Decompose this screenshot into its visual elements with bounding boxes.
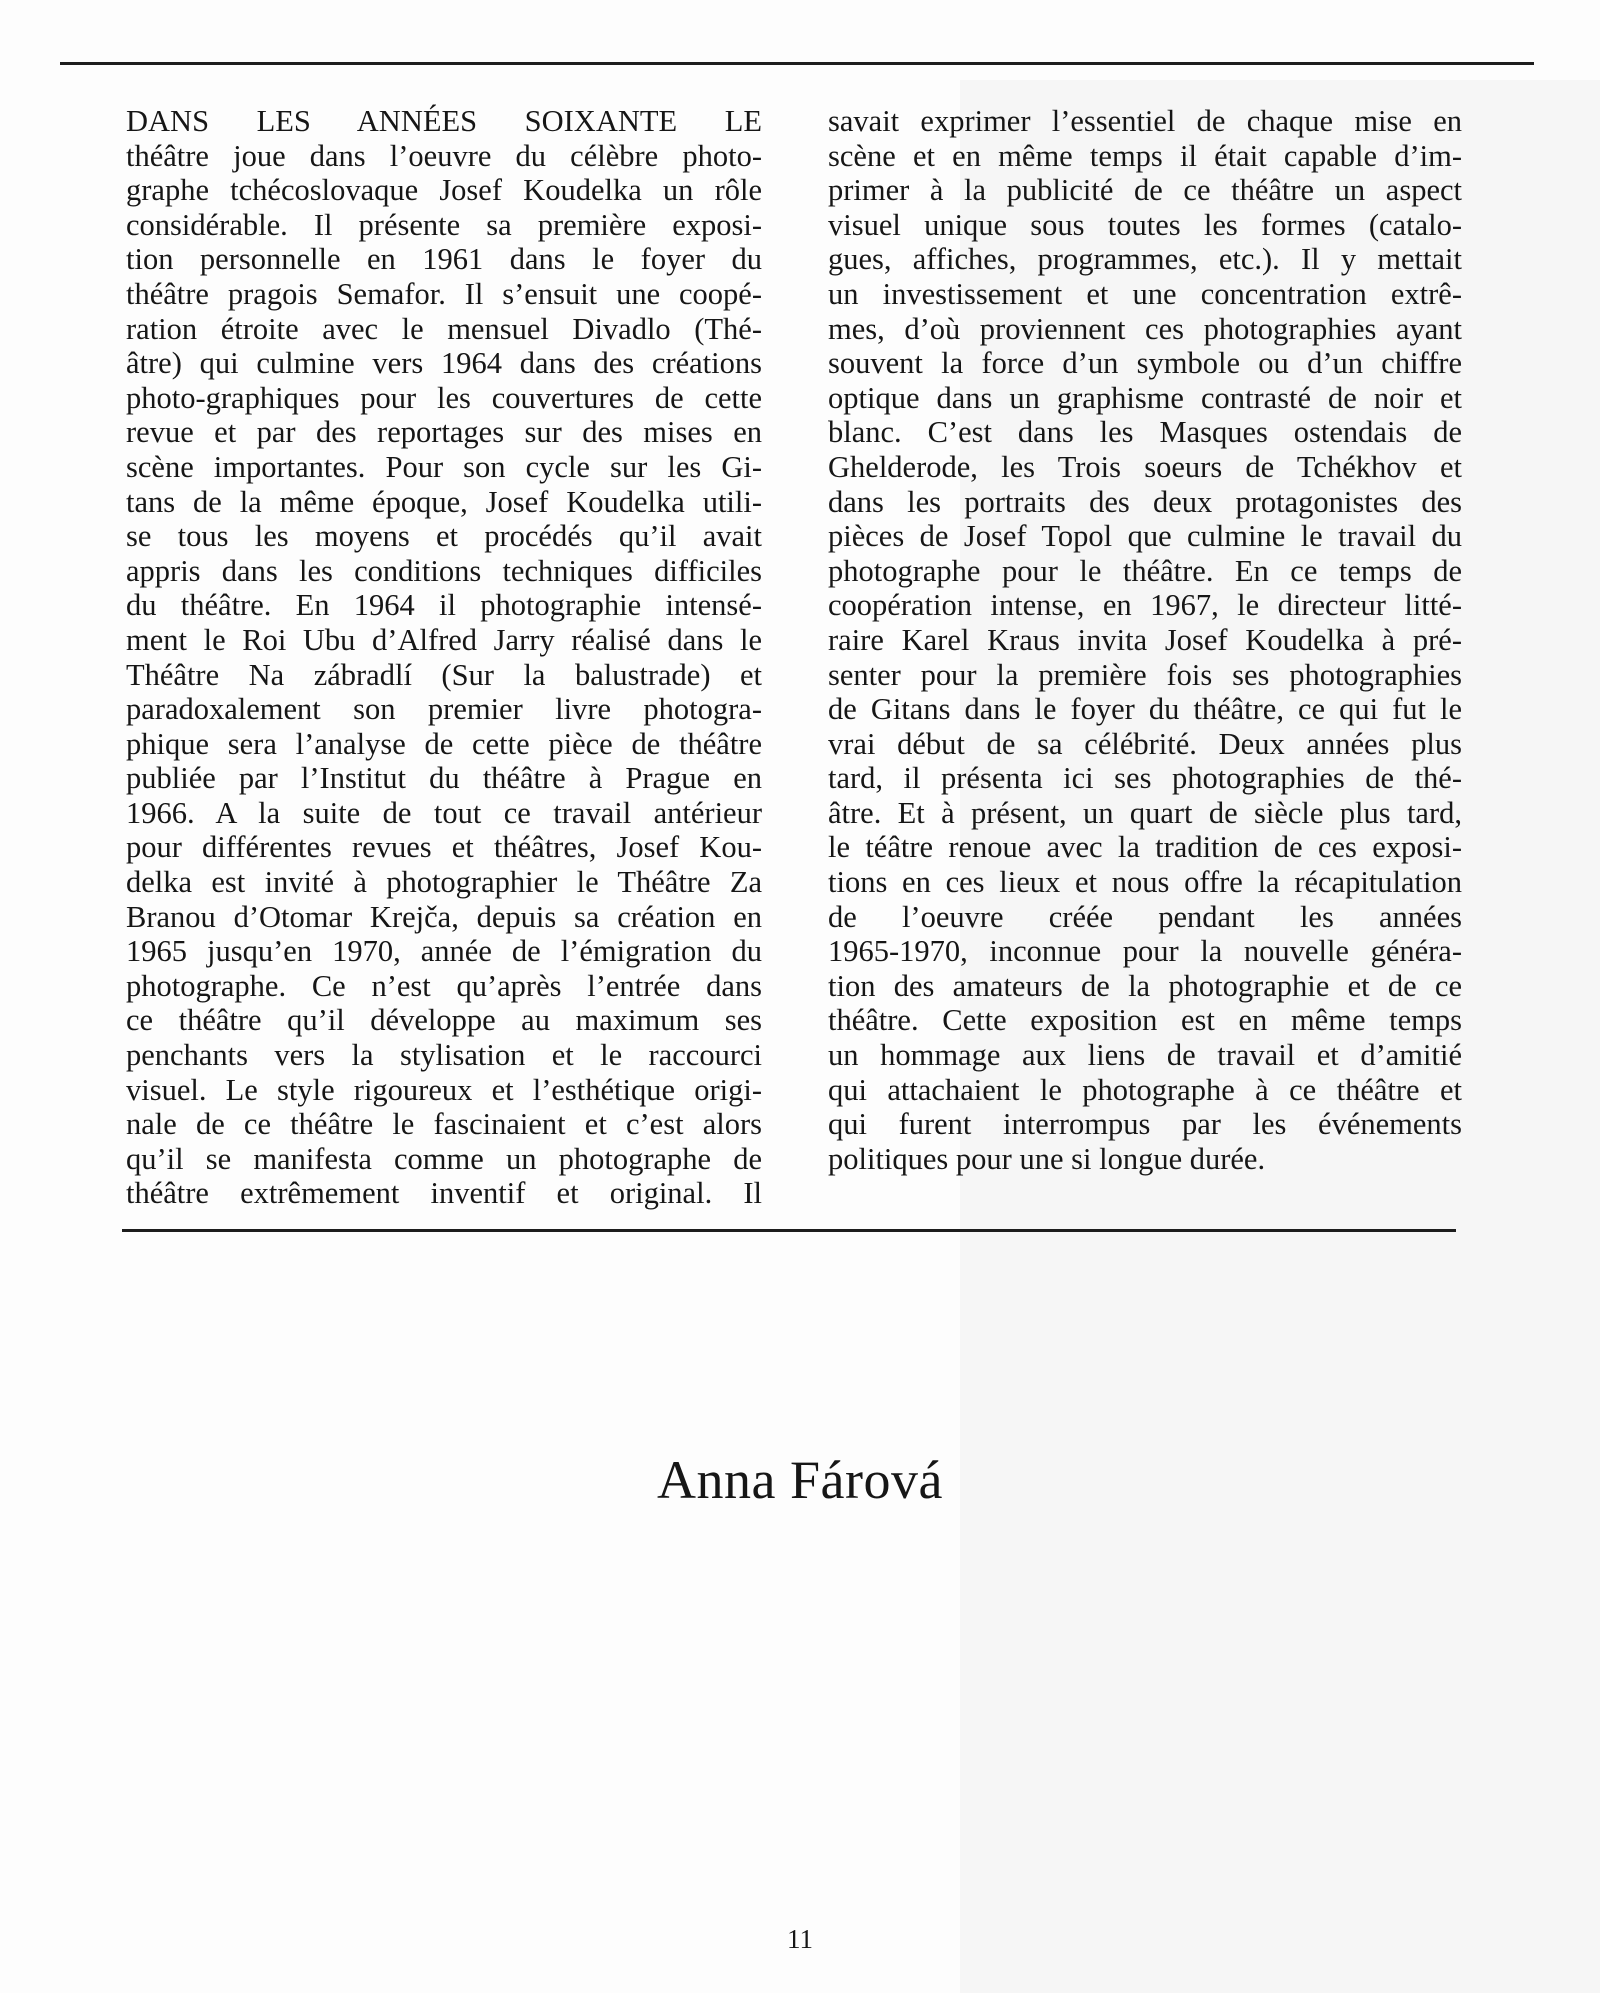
text-line: se tous les moyens et procédés qu’il avait xyxy=(126,519,762,554)
text-line: revue et par des reportages sur des mises en xyxy=(126,415,762,450)
text-line: DANS LES ANNÉES SOIXANTE LE xyxy=(126,104,762,138)
bottom-rule xyxy=(122,1229,1456,1232)
text-line: qui furent interrompus par les événements xyxy=(828,1107,1462,1142)
text-line: photographe pour le théâtre. En ce temps de xyxy=(828,553,1462,588)
text-line: graphe tchécoslovaque Josef Koudelka un rôle xyxy=(126,173,762,208)
text-line: qui attachaient le photographe à ce théâtre et xyxy=(828,1072,1462,1107)
text-line: un hommage aux liens de travail et d’amitié xyxy=(828,1038,1462,1073)
text-line: 1965-1970, inconnue pour la nouvelle généra- xyxy=(828,934,1462,969)
text-line: visuel unique sous toutes les formes (catalo- xyxy=(828,207,1462,242)
text-line: qu’il se manifesta comme un photographe de xyxy=(126,1141,762,1176)
text-line: un investissement et une concentration extrê- xyxy=(828,276,1462,311)
text-line: primer à la publicité de ce théâtre un aspect xyxy=(828,173,1462,208)
text-line: politiques pour une si longue durée. xyxy=(828,1141,1266,1176)
text-line: coopération intense, en 1967, le directeur litté- xyxy=(828,588,1462,623)
text-line: considérable. Il présente sa première exposi- xyxy=(126,207,762,242)
text-line: phique sera l’analyse de cette pièce de théâtre xyxy=(126,726,762,761)
text-line: de Gitans dans le foyer du théâtre, ce qui fut le xyxy=(828,692,1462,727)
text-line: souvent la force d’un symbole ou d’un chiffre xyxy=(828,346,1462,381)
left-column xyxy=(126,104,762,1211)
text-line: théâtre. Cette exposition est en même temps xyxy=(828,1003,1462,1038)
text-line: tion personnelle en 1961 dans le foyer du xyxy=(126,242,762,277)
text-line: raire Karel Kraus invita Josef Koudelka à pré- xyxy=(828,622,1462,657)
text-line: théâtre extrêmement inventif et original. Il xyxy=(126,1176,762,1211)
text-line: théâtre joue dans l’oeuvre du célèbre photo- xyxy=(126,138,762,173)
text-line: senter pour la première fois ses photographies xyxy=(828,657,1462,692)
text-line: Théâtre Na zábradlí (Sur la balustrade) et xyxy=(126,657,762,692)
text-line: tion des amateurs de la photographie et de ce xyxy=(828,968,1462,1003)
text-line: scène et en même temps il était capable d’im- xyxy=(828,138,1462,173)
text-line: 1965 jusqu’en 1970, année de l’émigration du xyxy=(126,934,762,969)
text-line: âtre) qui culmine vers 1964 dans des créations xyxy=(126,346,762,381)
text-line: paradoxalement son premier livre photogra- xyxy=(126,692,762,727)
text-line: penchants vers la stylisation et le raccourci xyxy=(126,1038,762,1073)
top-rule xyxy=(60,62,1534,65)
text-line: mes, d’où proviennent ces photographies ayant xyxy=(828,311,1462,346)
text-line: 1966. A la suite de tout ce travail antérieur xyxy=(126,795,762,830)
text-line: âtre. Et à présent, un quart de siècle plus tard, xyxy=(828,795,1462,830)
text-line: tard, il présenta ici ses photographies de thé- xyxy=(828,761,1462,796)
text-line: du théâtre. En 1964 il photographie intensé- xyxy=(126,588,762,623)
text-line: savait exprimer l’essentiel de chaque mise en xyxy=(828,104,1462,138)
text-line: théâtre pragois Semafor. Il s’ensuit une coopé- xyxy=(126,276,762,311)
text-line: publiée par l’Institut du théâtre à Prague en xyxy=(126,761,762,796)
text-line: de l’oeuvre créée pendant les années xyxy=(828,899,1462,934)
text-line: ce théâtre qu’il développe au maximum ses xyxy=(126,1003,762,1038)
text-line: ment le Roi Ubu d’Alfred Jarry réalisé dans le xyxy=(126,622,762,657)
text-line: vrai début de sa célébrité. Deux années plus xyxy=(828,726,1462,761)
page-number: 11 xyxy=(787,1924,813,1954)
text-line: Branou d’Otomar Krejča, depuis sa création en xyxy=(126,899,762,934)
text-line: visuel. Le style rigoureux et l’esthétique origi- xyxy=(126,1072,762,1107)
author-signature: Anna Fárová xyxy=(657,1450,943,1510)
right-column xyxy=(828,104,1462,1176)
text-line: pièces de Josef Topol que culmine le travail du xyxy=(828,519,1462,554)
text-line: tions en ces lieux et nous offre la récapitulation xyxy=(828,865,1462,900)
text-line: ration étroite avec le mensuel Divadlo (Thé- xyxy=(126,311,762,346)
text-line: appris dans les conditions techniques difficiles xyxy=(126,553,762,588)
text-line: pour différentes revues et théâtres, Josef Kou- xyxy=(126,830,762,865)
text-line: photographe. Ce n’est qu’après l’entrée dans xyxy=(126,968,762,1003)
text-line: blanc. C’est dans les Masques ostendais de xyxy=(828,415,1462,450)
text-line: tans de la même époque, Josef Koudelka utili- xyxy=(126,484,762,519)
text-line: le téâtre renoue avec la tradition de ces exposi- xyxy=(828,830,1462,865)
text-line: optique dans un graphisme contrasté de noir et xyxy=(828,380,1462,415)
text-line: gues, affiches, programmes, etc.). Il y mettait xyxy=(828,242,1462,277)
text-line: dans les portraits des deux protagonistes des xyxy=(828,484,1462,519)
text-line: delka est invité à photographier le Théâtre Za xyxy=(126,865,762,900)
text-line: photo-graphiques pour les couvertures de cette xyxy=(126,380,762,415)
text-line: nale de ce théâtre le fascinaient et c’est alors xyxy=(126,1107,762,1142)
text-line: Ghelderode, les Trois soeurs de Tchékhov et xyxy=(828,449,1462,484)
text-line: scène importantes. Pour son cycle sur les Gi- xyxy=(126,449,762,484)
